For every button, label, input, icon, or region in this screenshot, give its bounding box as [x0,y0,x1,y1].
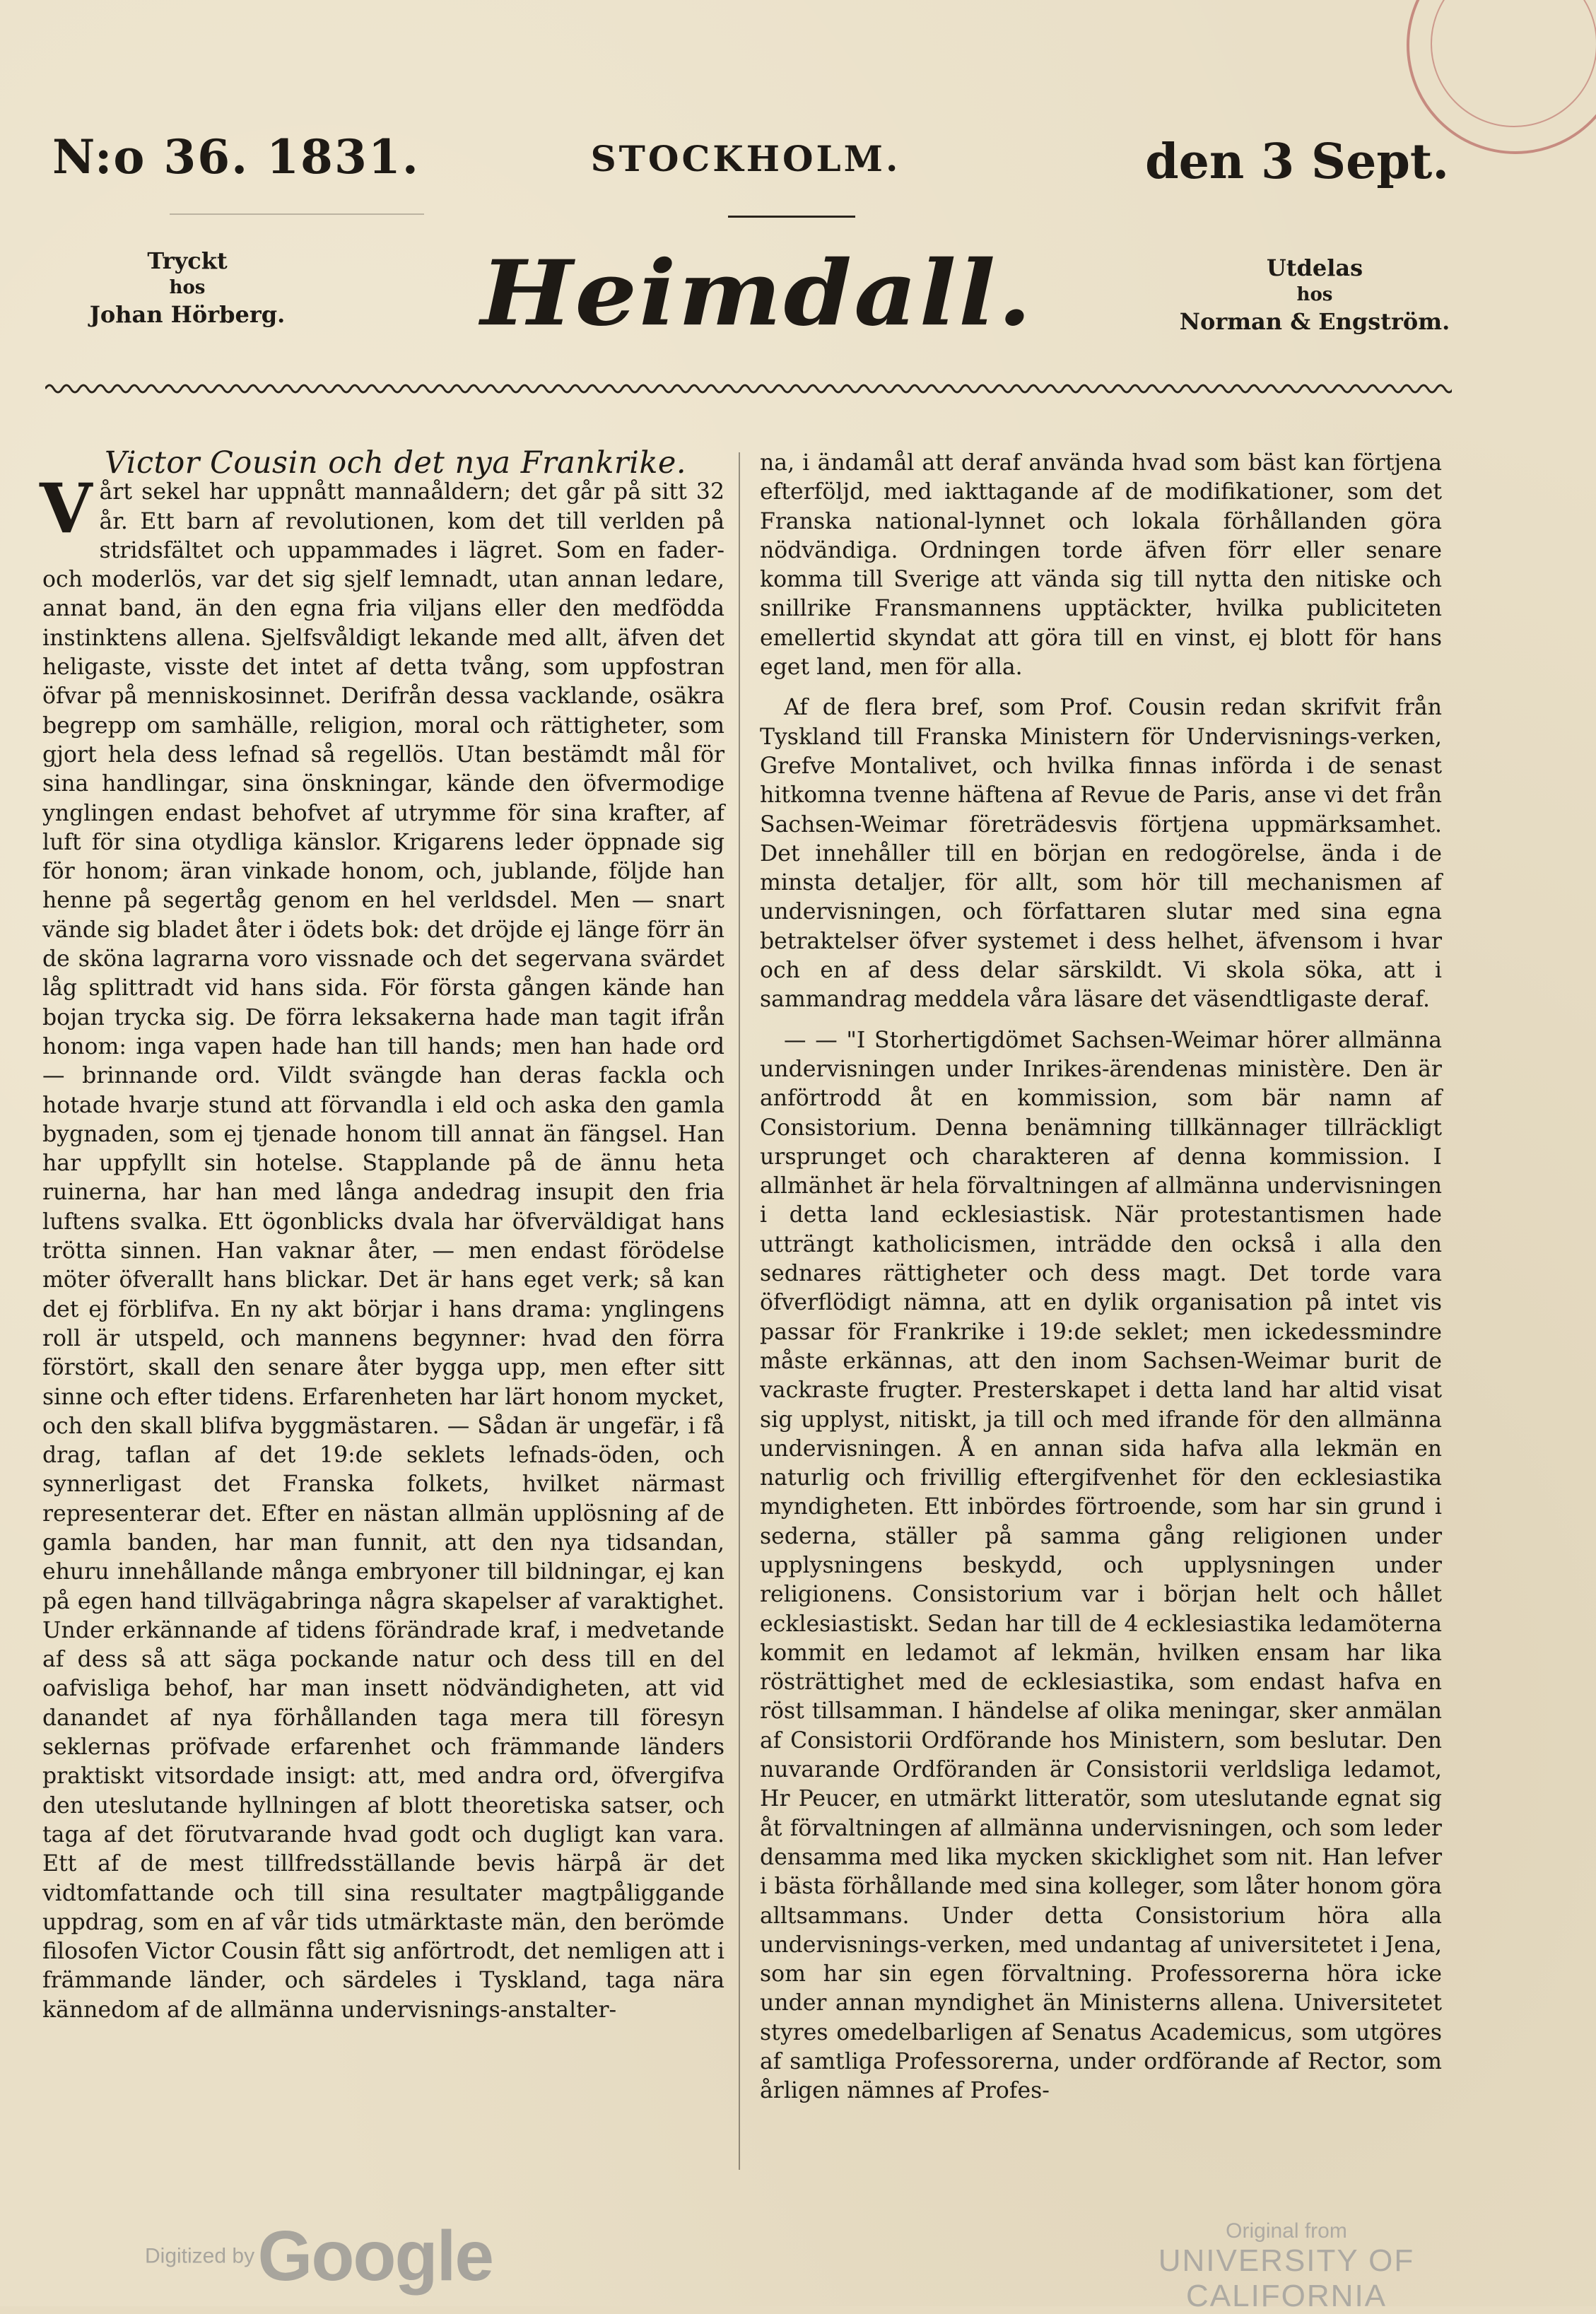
printer-credit [71,247,304,328]
printer-line-1: Tryckt [147,247,228,274]
article-column-left [40,445,724,2025]
article-paragraph: Af de flera bref, som Prof. Cousin redan skrifvit från Tyskland till Franska Ministern för Undervisnings-verken, Grefve Montalivet, och hvilka finnas införda i de senast hitkomna tvenne häftena af Revue de Paris, anse vi det från Sachsen-Weimar företrädesvis förtjena uppmärksamhet. Det innehåller till en början en redogörelse, ända i de minsta detaljer, för allt, som hör till mechanismen af undervisningen, och författaren slutar med sina egna betraktelser öfver systemet i dess helhet, äfvensom i hvar och en af dess delar särskildt. Vi skola söka, att i sammandrag meddela våra läsare det väsendtligaste deraf. [760,695,1442,1013]
issue-number: N:o 36. 1831. [52,129,420,184]
digitized-by-watermark [145,2216,493,2297]
digitized-by-text: Digitized by [145,2244,255,2268]
city-name: STOCKHOLM. [590,138,901,180]
masthead-short-rule [728,216,855,218]
column-divider [739,452,740,2170]
printer-line-3: Johan Hörberg. [89,301,286,328]
article-column-right [760,449,1442,2106]
distributor-credit [1166,254,1463,335]
article-paragraph: — — "I Storhertigdömet Sachsen-Weimar hörer allmänna undervisningen under Inrikes-ärendenas ministère. Den är anförtrodd åt en kommission, som bär namn af Consistorium. Denna benämning tillkännager tillräckligt ursprunget och charakteren af denna kommission. I allmänhet är hela förvaltningen af allmänna undervisningen i detta land ecklesiastisk. När protestantismen hade utträngt katholicismen, inträdde den också i alla den sednares rättigheter och dess magt. Det torde vara öfverflödigt nämna, att en dylik organisation på intet vis passar för Frankrike i 19:de seklet; men ickedessmindre måste erkännas, att den inom Sachsen-Weimar burit de vackraste frugter. Presterskapet i detta land har altid visat sig upplyst, nitiskt, ja till och med ifrande för den allmänna undervisningen. Å en annan sida hafva alla lekmän en naturlig och frivillig eftergifvenhet för den ecklesiastika myndigheten. Ett inbördes förtroende, som har sin grund i sederna, ställer på samma gång religionen under upplysningens beskydd, och upplysningen under religionens. Consistorium var i början helt och hållet ecklesiastiskt. Sedan har till de 4 ecklesiastika ledamöterna kommit en ledamot af lekmän, hvilken ensam har lika rösträttighet med de ecklesiastika, som endast hafva en röst tillsamman. I händelse af olika meningar, sker anmälan af Consistorii Ordförande hos Ministern, som beslutar. Den nuvarande Ordföranden är Consistorii verldsliga ledamot, Hr Peucer, en utmärkt litteratör, som uteslutande egnat sig åt förvaltningen af allmänna undervisningen, och som leder densamma med lika mycken skicklighet som nit. Han lefver i bästa förhållande med sina kolleger, som låter honom göra alltsammans. Under detta Consistorium höra alla undervisnings-verken, med undantag af universitetet i Jena, som har sin egen förvaltning. Professorerna höra icke under annan myndighet än Ministerns allena. Universitetet styres omedelbarligen af Senatus Academicus, som utgöres af samtliga Professorerna, under ordförande af Rector, som årligen nämnes af Profes- [760,1027,1442,2104]
distributor-line-1: Utdelas [1266,254,1363,281]
distributor-line-3: Norman & Engström. [1179,308,1450,335]
newspaper-title-block [481,240,1034,346]
drop-cap: V [40,469,93,549]
newspaper-title: Heimdall. [481,240,1034,346]
original-from-text: Original from [1226,2219,1347,2243]
masthead-wavy-rule [45,380,1452,397]
university-text: UNIVERSITY OF CALIFORNIA [1158,2243,1415,2313]
article-paragraph [40,469,724,2025]
masthead-top-line [42,124,1449,201]
article-title: Victor Cousin och det nya Frankrike. [105,445,686,481]
distributor-line-2: hos [1296,284,1333,305]
masthead-faint-rule [170,213,424,215]
library-stamp-inner-ring [1431,0,1596,127]
article-paragraph-text: årt sekel har uppnått mannaåldern; det går på sitt 32 år. Ett barn af revolutionen, kom det till verlden på stridsfältet och uppammades i lägret. Som en fader- och moderlös, var det sig sjelf lemnadt, utan annan ledare, annat band, än den egna fria viljans eller den medfödda instinktens allena. Sjelfsvåldigt lekande med allt, äfven det heligaste, visste det intet af detta tvång, som uppfostran öfvar på menniskosinnet. Derifrån dessa vacklande, osäkra begrepp om samhälle, religion, moral och rättigheter, som gjort hela dess lefnad så regellös. Utan bestämdt mål för sina handlingar, sina önskningar, kände den öfvermodige ynglingen endast behofvet af utrymme för sina krafter, af luft för sina otydliga känslor. Krigarens leder öppnade sig för honom; äran vinkade honom, och, jublande, följde han henne på segertåg genom en hel verldsdel. Men — snart vände sig bladet åter i ödets bok: det dröjde ej länge förr än de sköna lagrarna voro vissnade och det segervana svärdet låg splittradt vid hans sida. För första gången kände han bojan trycka sig. De förra leksakerna hade man tagit ifrån honom: inga vapen hade han till hands; men han hade ord — brinnande ord. Vildt svängde han deras fackla och hotade hvarje stund att förvandla i eld och aska den gamla bygnaden, som ej tjenade honom till annat än fängsel. Han har uppfyllt sin hotelse. Stapplande på de ännu heta ruinerna, har han med långa andedrag insupit den fria luftens svalka. Ett ögonblicks dvala har öfverväldigat hans trötta sinnen. Han vaknar åter, — men endast förödelse möter öfverallt hans blickar. Det är hans eget verk; så kan det ej förblifva. En ny akt börjar i hans drama: ynglingens roll är utspeld, och mannens begynner: hvad den förra förstört, skall den senare åter bygga upp, men efter sitt sinne och efter tidens. Erfarenheten har lärt honom mycket, och den skall blifva byggmästaren. — Sådan är ungefär, i få drag, taflan af det 19:de seklets lefnads-öden, och synnerligast det Franska folkets, hvilket närmast representerar det. Efter en nästan allmän upplösning af de gamla banden, har man funnit, att den nya tidsandan, ehuru innehållande många embryoner till bildningar, ej kan på egen hand tillvägabringa några skapelser af varaktighet. Under erkännande af tidens förändrade kraf, i medvetande af dess så att säga pockande natur och dess till en del oafvisliga behof, har man insett nödvändigheten, att vid danandet af nya förhållanden taga mera till föresyn seklernas pröfvade erfarenhet och främmande länders praktiskt vitsordade insigt: att, med andra ord, öfvergifva den uteslutande hyllningen af blott theoretiska satser, och taga af det förutvarande hvad godt och dugligt kan vara. Ett af de mest tillfredsställande bevis härpå är det vidtomfattande och till sina resultater magtpåliggande uppdrag, som en af vår tids utmärktaste män, den berömde filosofen Victor Cousin fått sig anförtrodt, det nemligen att i främmande länder, och särdeles i Tyskland, taga nära kännedom af de allmänna undervisnings-anstalter- [42,479,724,2023]
original-from-watermark [1067,2219,1506,2314]
article-paragraph-continued: na, i ändamål att deraf använda hvad som bäst kan förtjena efterföljd, med iakttagande af de modifikationer, som det Franska national-lynnet och lokala förhållanden göra nödvändiga. Ordningen torde äfven förr eller senare komma till Sverige att vända sig till nytta den nitiske och snillrike Fransmannens upptäckter, hvilka publiciteten emellertid skyndat att göra till en vinst, ej blott för hans eget land, men för alla. [760,450,1442,681]
issue-date: den 3 Sept. [1145,134,1449,190]
printer-line-2: hos [169,277,206,298]
google-logo-text: Google [257,2216,493,2296]
